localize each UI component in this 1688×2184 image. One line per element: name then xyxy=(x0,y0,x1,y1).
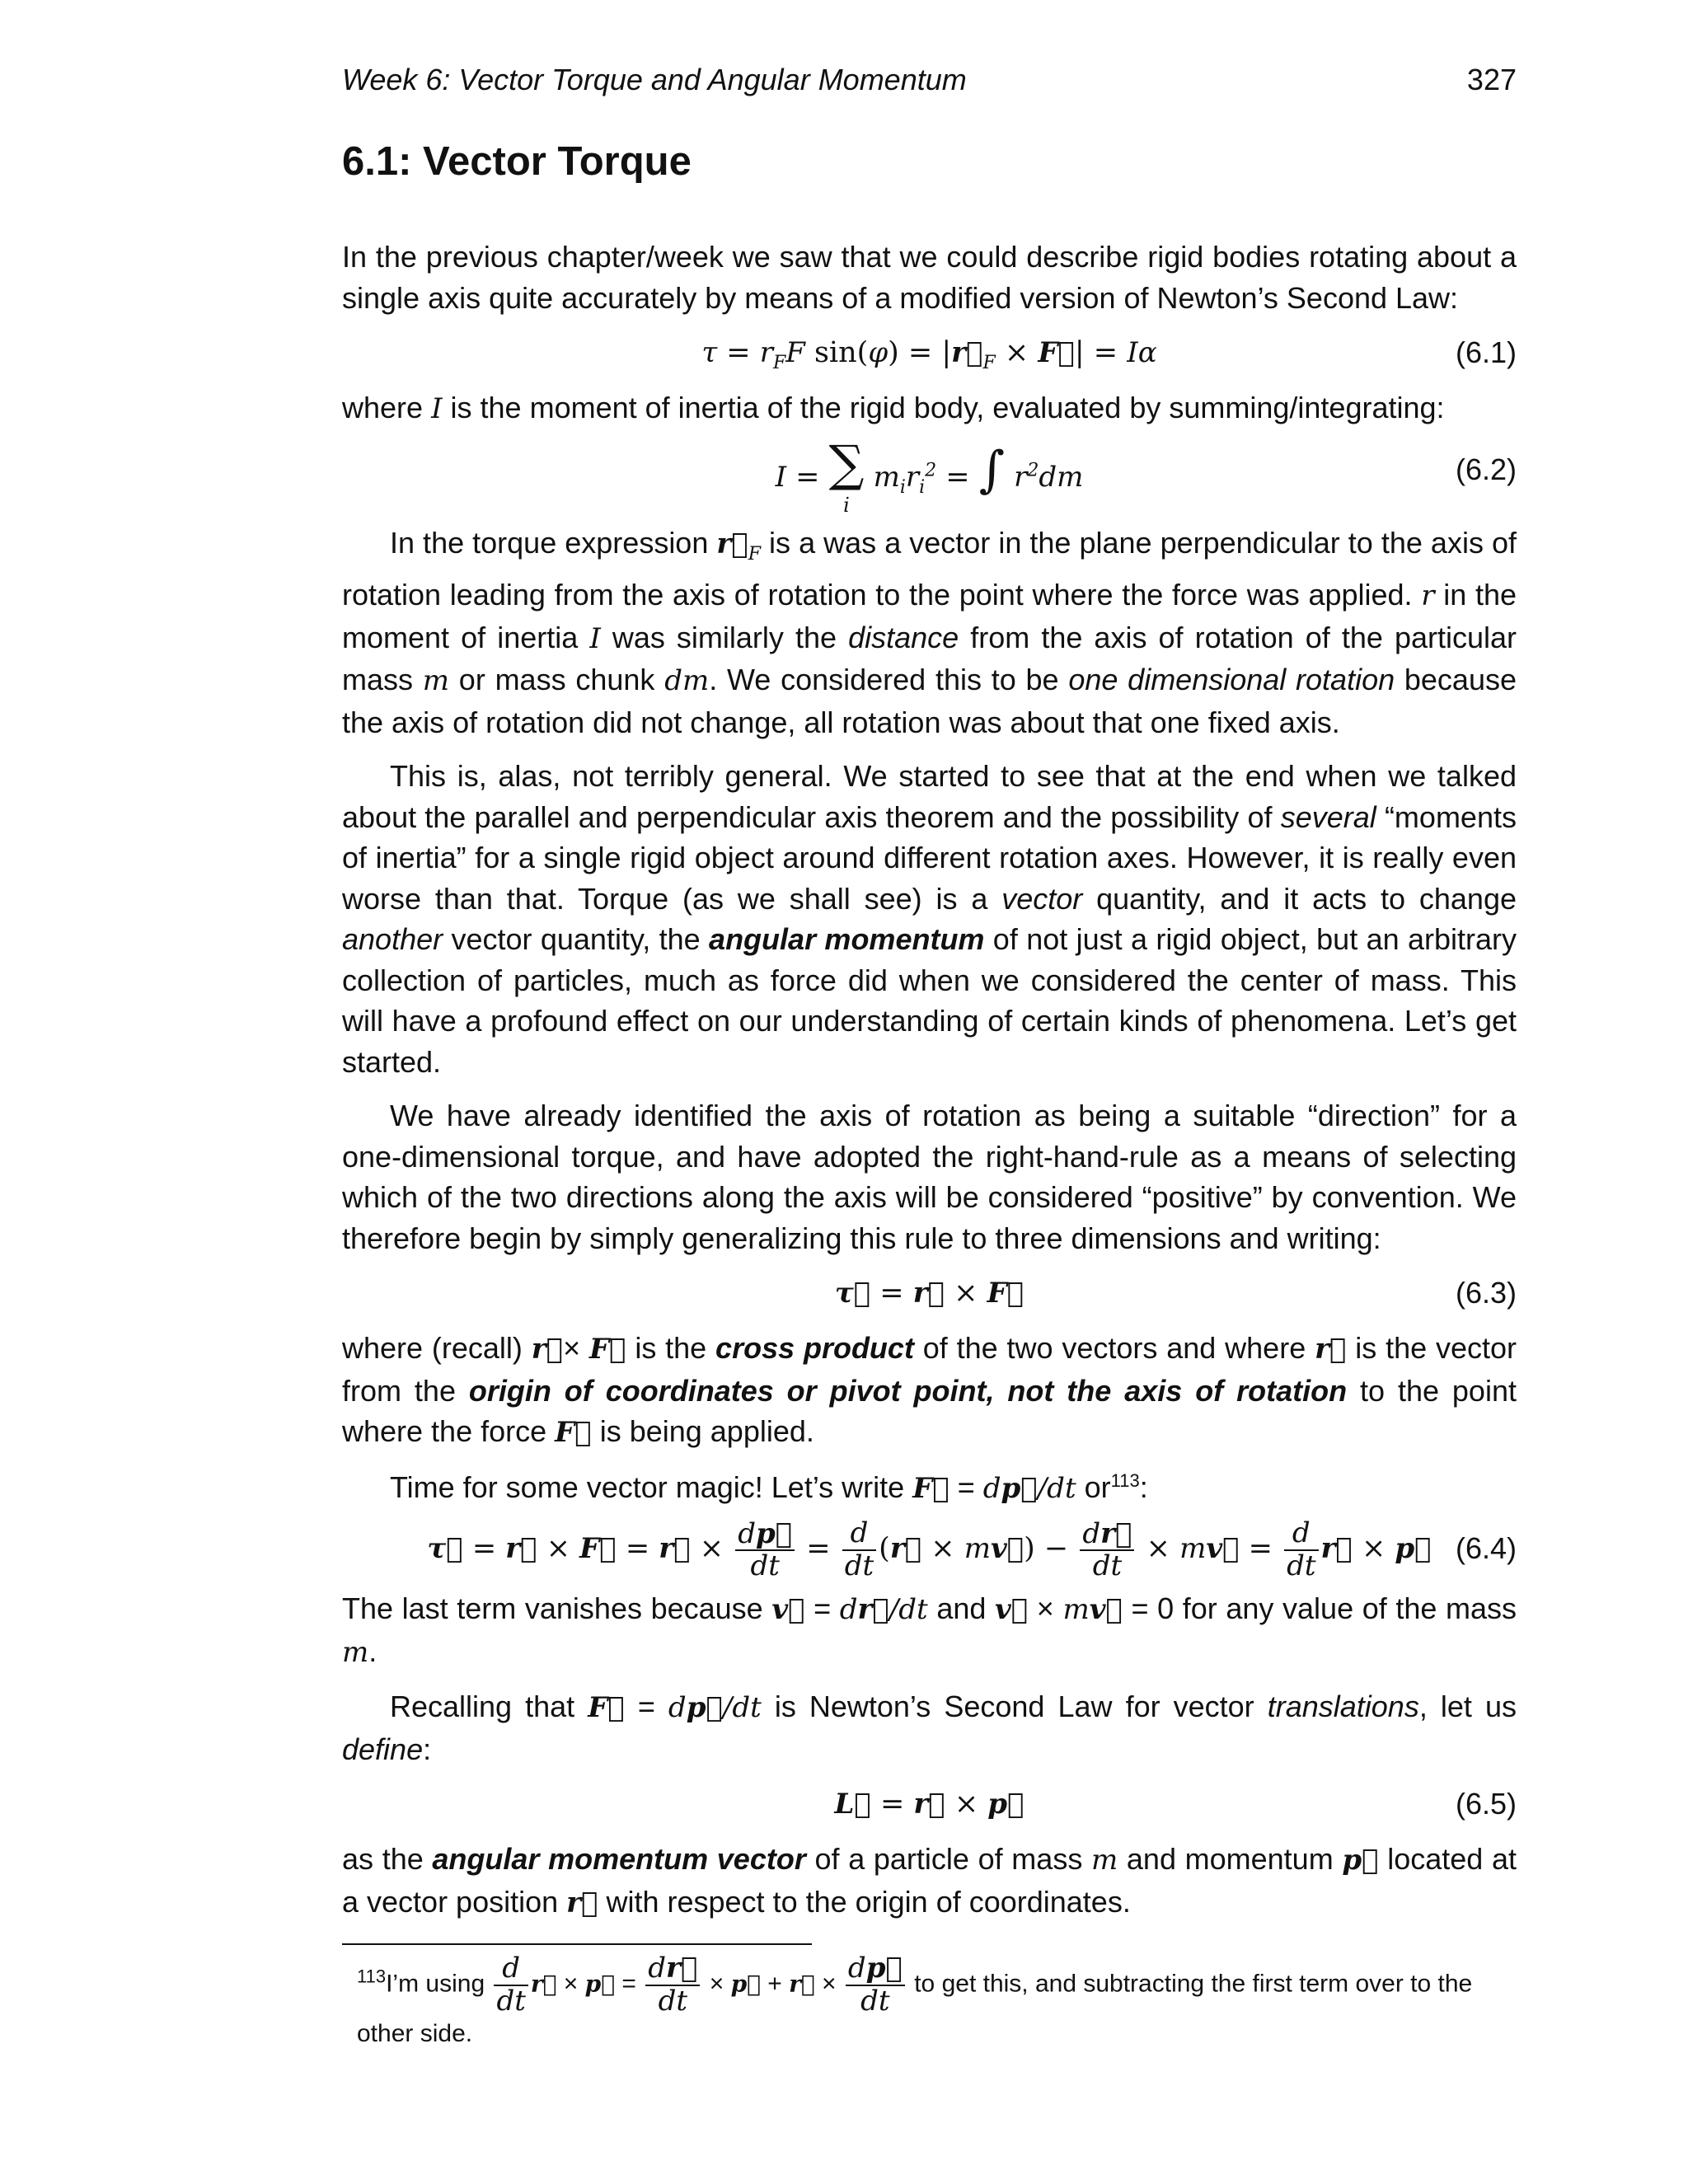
running-header xyxy=(342,63,1517,97)
equation-label: (6.3) xyxy=(1455,1276,1517,1310)
equation-6-5: L⃗ = r⃗ × p⃗ (6.5) xyxy=(342,1769,1517,1839)
footnote-marker: 113 xyxy=(357,1966,387,1987)
paragraph-angular-momentum: as the angular momentum vector of a particle of mass m and momentum p⃗ located at a vector position r⃗ with respect to the origin of coordinates. xyxy=(342,1842,1517,1919)
section-title: 6.1: Vector Torque xyxy=(342,139,692,184)
page-number: 327 xyxy=(1466,63,1517,96)
footnote-rule xyxy=(342,1943,812,1945)
paragraph-torque-expression: In the torque expression $r⃗_F$ is a was a vector in the plane perpendicular to the axis of rotation leading from the axis of rotation to the point where the force was applied. r in the moment of inertia I was similarly the distance from the axis of rotation of the particular mass m or mass chunk dm. We considered this to be one dimensional rotation because the axis of rotation did not change, all rotation was about that one fixed axis. xyxy=(342,525,1517,739)
paragraph-vector-magic: Time for some vector magic! Let’s write F⃗ = dp⃗/dt $or^{113}$: xyxy=(390,1469,1148,1505)
equation-6-3: τ⃗ = r⃗ × F⃗ (6.3) xyxy=(342,1258,1517,1328)
equation-6-1: $\tau = r_FF$ $\sin(\varphi) = |r⃗_F$ × F⃗| = Iα (6.1) xyxy=(342,318,1517,387)
paragraph-generalize: We have already identified the axis of rotation as being a suitable “direction” for a one-dimensional torque, and have adopted the right-hand-rule as a means of selecting which of the two directions along the axis will be considered “positive” by convention. We therefore begin by simply generalizing this rule to three dimensions and writing: xyxy=(342,1099,1517,1255)
sum-symbol: ∑ i xyxy=(828,434,865,517)
equation-label: (6.5) xyxy=(1455,1787,1517,1821)
integral-symbol: ∫ xyxy=(978,440,1006,499)
paragraph-cross-product: where (recall) r⃗× F⃗ is the cross product of the two vectors and where r⃗ is the vector from the origin of coordinates or pivot point, not the axis of rotation to the point where the force F⃗ is being applied. xyxy=(342,1331,1517,1450)
footnote-ref: 113 xyxy=(1110,1469,1140,1491)
body-text xyxy=(342,237,1517,2051)
paragraph-recalling: Recalling that F⃗ = dp⃗/dt is Newton’s Second Law for vector translations, let us define: xyxy=(342,1690,1517,1766)
equation-6-4: τ⃗ = r⃗ × F⃗ = r⃗ × $\frac{dp⃗}{dt}$ = $\frac{d}{dt}$ (r⃗ × mv⃗) − $\frac{dr⃗}{dt}$ × mv⃗ = $\frac{d}{dt}$ r⃗ × p⃗ (6.4) xyxy=(342,1509,1517,1588)
paragraph-last-term: The last term vanishes because v⃗ = dr⃗/dt and v⃗ × mv⃗ = 0 for any value of the mass m. xyxy=(342,1591,1517,1669)
paragraph-not-general: This is, alas, not terribly general. We started to see that at the end when we talked about the parallel and perpendicular axis theorem and the possibility of several “moments of inertia” for a single rigid object around different rotation axes. However, it is really even worse than that. Torque (as we shall see) is a vector quantity, and it acts to change another vector quantity, the angular momentum of not just a rigid object, but an arbitrary collection of particles, much as force did when we considered the center of mass. This will have a profound effect on our understanding of certain kinds of phenomena. Let’s get started. xyxy=(342,759,1517,1079)
running-title: Week 6: Vector Torque and Angular Momentum xyxy=(342,63,967,96)
equation-label: (6.1) xyxy=(1455,335,1517,369)
equation-6-2: I = ∑ i $m_ir_i^2$ = ∫ $r^2dm$ (6.2) xyxy=(342,430,1517,509)
equation-label: (6.2) xyxy=(1455,452,1517,486)
paragraph-intro: In the previous chapter/week we saw that we could describe rigid bodies rotating about a single axis quite accurately by means of a modified version of Newton’s Second Law: xyxy=(342,240,1517,315)
footnote: $^{113}$I’m using $\frac{d}{dt}$ r⃗ × p⃗ = $\frac{dr⃗}{dt}$ × p⃗ + r⃗ × $\frac{dp⃗}{dt}$ to get this, and subtracting the first term over to the other side. xyxy=(357,1952,1473,2047)
paragraph-where-I: where I is the moment of inertia of the rigid body, evaluated by summing/integrating: xyxy=(342,391,1445,425)
equation-label: (6.4) xyxy=(1455,1531,1517,1566)
